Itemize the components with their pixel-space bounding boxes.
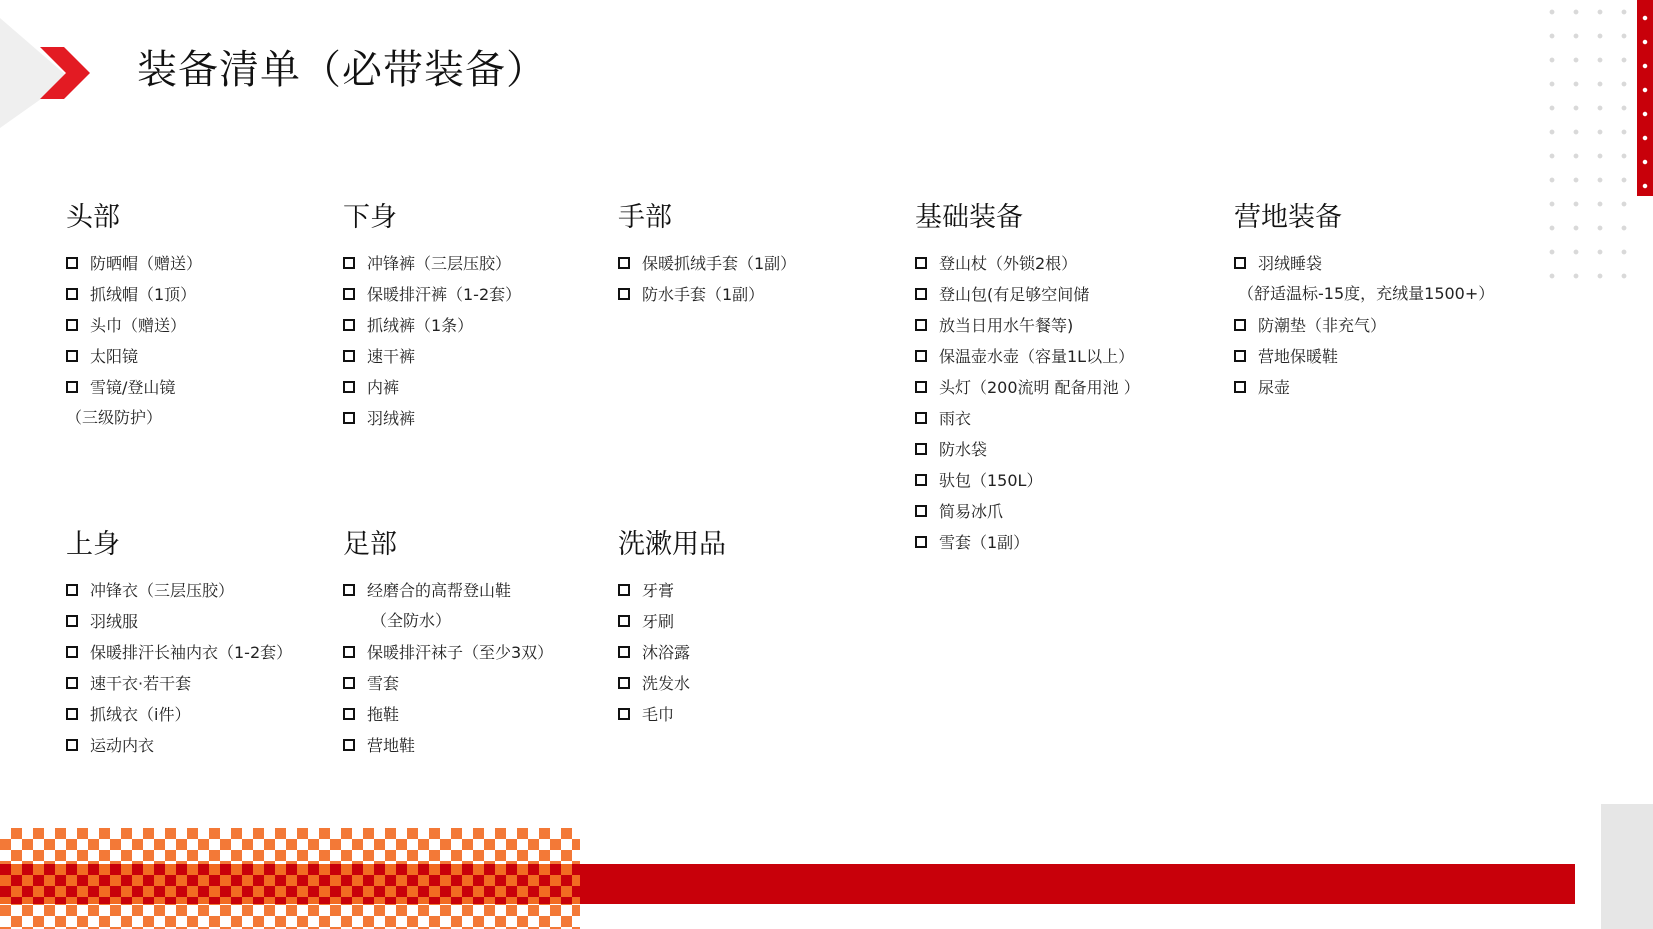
section-title: 头部: [66, 202, 120, 233]
checkbox-icon: [915, 443, 927, 455]
checkbox-icon: [66, 677, 78, 689]
checkbox-icon: [1234, 350, 1246, 362]
checkbox-icon: [66, 381, 78, 393]
decorative-checker-pattern-dark: [0, 864, 580, 904]
item-label: 冲锋裤（三层压胶）: [367, 254, 512, 273]
checkbox-icon: [915, 474, 927, 486]
section-title: 下身: [343, 202, 397, 233]
item-continuation: （舒适温标-15度，充绒量1500+）: [1238, 284, 1495, 303]
checkbox-icon: [618, 288, 630, 300]
checklist-item: [343, 247, 521, 278]
checkbox-icon: [66, 646, 78, 658]
item-continuation: （三级防护）: [66, 408, 163, 427]
item-label: 放当日用水午餐等): [939, 316, 1074, 335]
item-label: 保暖排汗袜子（至少3双）: [367, 643, 554, 662]
checklist-item: [1234, 371, 1494, 402]
checkbox-icon: [618, 584, 630, 596]
checklist-item: [915, 309, 1140, 340]
page-title: 装备清单（必带装备）: [137, 47, 547, 93]
checklist-item: [66, 278, 202, 309]
section-lower-body: [343, 201, 521, 433]
checkbox-icon: [66, 288, 78, 300]
item-label: 营地鞋: [367, 736, 416, 755]
item-label: 保暖抓绒手套（1副）: [642, 254, 797, 273]
checkbox-icon: [66, 584, 78, 596]
checkbox-icon: [915, 350, 927, 362]
checkbox-icon: [66, 615, 78, 627]
item-label: 登山包(有足够空间储: [939, 285, 1090, 304]
item-label: 内裤: [367, 378, 400, 397]
checklist-item: [66, 605, 292, 636]
section-title: 洗漱用品: [618, 529, 726, 560]
section-upper-body: [66, 528, 292, 760]
checkbox-icon: [343, 350, 355, 362]
checklist-item: [66, 247, 202, 278]
checklist-item: [915, 433, 1140, 464]
checkbox-icon: [1234, 257, 1246, 269]
decorative-red-edge: [1637, 0, 1653, 196]
checklist-item: [1234, 340, 1494, 371]
item-label: 雪镜/登山镜: [90, 378, 176, 397]
checkbox-icon: [618, 646, 630, 658]
checkbox-icon: [66, 708, 78, 720]
item-label: 雨衣: [939, 409, 972, 428]
section-title: 上身: [66, 529, 120, 560]
checkbox-icon: [915, 257, 927, 269]
checklist-item: [915, 340, 1140, 371]
item-label: 头巾（赠送）: [90, 316, 187, 335]
item-label: 太阳镜: [90, 347, 139, 366]
checkbox-icon: [343, 677, 355, 689]
item-label: 洗发水: [642, 674, 691, 693]
section-title: 手部: [618, 202, 672, 233]
checklist-item: [66, 574, 292, 605]
checkbox-icon: [343, 257, 355, 269]
checklist-item: [343, 636, 553, 667]
item-label: 简易冰爪: [939, 502, 1004, 521]
checklist-item: [618, 574, 726, 605]
item-label: 防水袋: [939, 440, 988, 459]
checkbox-icon: [618, 615, 630, 627]
checklist-item: [915, 278, 1140, 309]
checklist-item: [343, 667, 553, 698]
item-label: 拖鞋: [367, 705, 400, 724]
checklist-item: [915, 371, 1140, 402]
item-label: 保温壶水壶（容量1L以上）: [939, 347, 1135, 366]
checkbox-icon: [66, 350, 78, 362]
checkbox-icon: [618, 677, 630, 689]
checklist-item: [343, 574, 553, 605]
section-toiletries: [618, 528, 726, 729]
checkbox-icon: [343, 288, 355, 300]
section-feet: [343, 528, 553, 760]
item-label: 速干裤: [367, 347, 416, 366]
checkbox-icon: [343, 412, 355, 424]
checklist-item: [343, 698, 553, 729]
checklist-item: [915, 247, 1140, 278]
checklist-item: [915, 464, 1140, 495]
section-title: 营地装备: [1234, 202, 1342, 233]
checklist-item: [66, 340, 202, 371]
section-basic-gear: [915, 201, 1140, 557]
checkbox-icon: [1234, 319, 1246, 331]
item-label: 保暖排汗长袖内衣（1-2套）: [90, 643, 293, 662]
item-label: 沐浴露: [642, 643, 691, 662]
checklist-item: [618, 698, 726, 729]
item-label: 牙刷: [642, 612, 675, 631]
checkbox-icon: [1234, 381, 1246, 393]
decorative-gray-corner: [1601, 804, 1653, 929]
checklist-item: [66, 698, 292, 729]
decorative-dot-grid: [1540, 0, 1645, 290]
checklist-item: [1234, 247, 1494, 278]
item-label: 羽绒服: [90, 612, 139, 631]
section-title: 足部: [343, 529, 397, 560]
item-label: 保暖排汗裤（1-2套）: [367, 285, 522, 304]
checklist-item: [915, 402, 1140, 433]
checkbox-icon: [618, 708, 630, 720]
item-label: 防潮垫（非充气）: [1258, 316, 1387, 335]
item-label: 雪套: [367, 674, 400, 693]
checkbox-icon: [343, 739, 355, 751]
checklist-item: [915, 495, 1140, 526]
item-label: 运动内衣: [90, 736, 155, 755]
checklist-item: [343, 340, 521, 371]
checklist-item: [343, 371, 521, 402]
checklist-item: [618, 247, 796, 278]
checkbox-icon: [915, 381, 927, 393]
section-hands: [618, 201, 796, 309]
section-camp-gear: [1234, 201, 1494, 402]
checkbox-icon: [66, 319, 78, 331]
checklist-item: [915, 526, 1140, 557]
item-label: 防水手套（1副）: [642, 285, 765, 304]
checklist-item: [343, 309, 521, 340]
item-label: 营地保暖鞋: [1258, 347, 1339, 366]
item-label: 驮包（150L）: [939, 471, 1043, 490]
item-label: 登山杖（外锁2根）: [939, 254, 1078, 273]
checklist-item: [66, 729, 292, 760]
checkbox-icon: [343, 584, 355, 596]
checklist-item: [343, 402, 521, 433]
item-continuation: （全防水）: [371, 611, 452, 630]
checkbox-icon: [915, 536, 927, 548]
checklist-item: [618, 667, 726, 698]
checklist-item: [66, 309, 202, 340]
checkbox-icon: [915, 319, 927, 331]
item-label: 冲锋衣（三层压胶）: [90, 581, 235, 600]
section-title: 基础装备: [915, 202, 1023, 233]
item-label: 雪套（1副）: [939, 533, 1030, 552]
checkbox-icon: [66, 257, 78, 269]
section-head: [66, 201, 202, 433]
item-label: 羽绒睡袋: [1258, 254, 1323, 273]
checklist-item: [66, 636, 292, 667]
item-label: 速干衣·若干套: [90, 674, 192, 693]
item-label: 毛巾: [642, 705, 675, 724]
decorative-gray-triangle: [0, 18, 70, 128]
checklist-item: [618, 278, 796, 309]
checklist-item: [343, 278, 521, 309]
item-label: 牙膏: [642, 581, 675, 600]
checkbox-icon: [618, 257, 630, 269]
item-label: 经磨合的高帮登山鞋: [367, 581, 512, 600]
checklist-item: [66, 371, 202, 402]
checkbox-icon: [915, 505, 927, 517]
checklist-item: [343, 729, 553, 760]
checkbox-icon: [343, 646, 355, 658]
checkbox-icon: [915, 288, 927, 300]
checklist-item: [618, 605, 726, 636]
checklist-item: [66, 667, 292, 698]
item-label: 羽绒裤: [367, 409, 416, 428]
item-label: 尿壶: [1258, 378, 1291, 397]
item-label: 防晒帽（赠送）: [90, 254, 203, 273]
item-label: 抓绒帽（1顶）: [90, 285, 197, 304]
checkbox-icon: [915, 412, 927, 424]
checklist-item: [1234, 309, 1494, 340]
checkbox-icon: [343, 319, 355, 331]
checkbox-icon: [66, 739, 78, 751]
item-label: 抓绒裤（1条）: [367, 316, 474, 335]
checklist-item: [618, 636, 726, 667]
item-label: 头灯（200流明 配备用池 ）: [939, 378, 1140, 397]
checkbox-icon: [343, 381, 355, 393]
checkbox-icon: [343, 708, 355, 720]
item-label: 抓绒衣（i件）: [90, 705, 191, 724]
